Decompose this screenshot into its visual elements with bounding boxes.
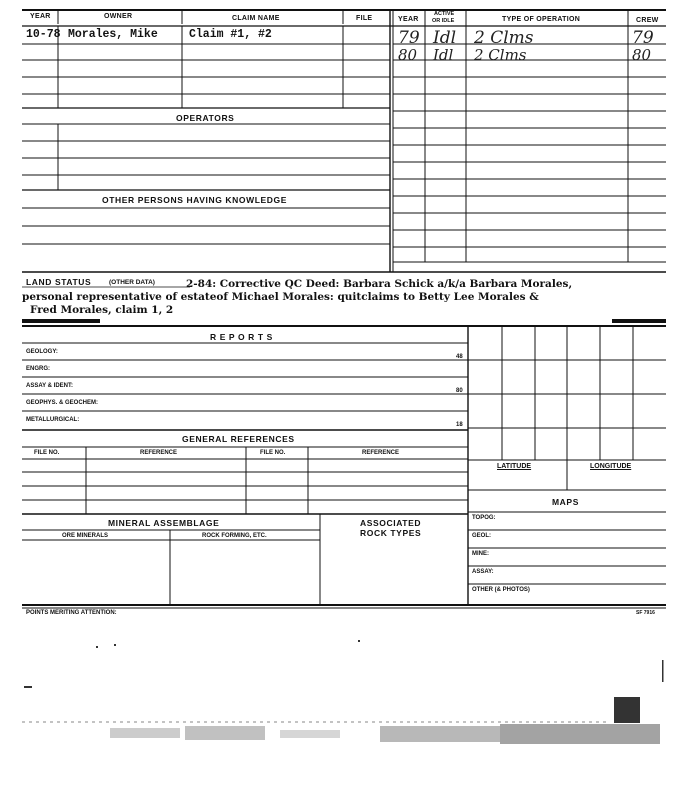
header-year: YEAR: [30, 13, 51, 20]
rock-forming-heading: ROCK FORMING, ETC.: [202, 533, 267, 539]
header-type-of-operation: TYPE OF OPERATION: [502, 16, 581, 23]
ref-header-reference: REFERENCE: [140, 450, 178, 456]
ref-header-file-no: FILE NO.: [260, 450, 286, 456]
header-file: FILE: [356, 15, 373, 22]
header-crew: CREW: [636, 17, 659, 24]
owner-year: 10-78: [26, 28, 61, 41]
other-persons-heading: OTHER PERSONS HAVING KNOWLEDGE: [102, 195, 288, 205]
map-item: MINE:: [472, 551, 489, 557]
operation-type: 2 Clms: [474, 28, 534, 48]
operators-heading: OPERATORS: [176, 113, 235, 123]
report-label: GEOPHYS. & GEOCHEM:: [26, 400, 99, 406]
operation-status: Idl: [433, 28, 457, 48]
report-code: 18: [456, 422, 463, 428]
general-references-heading: GENERAL REFERENCES: [182, 434, 295, 444]
maps-heading: MAPS: [552, 497, 579, 507]
form-number: SF 7916: [636, 610, 655, 616]
points-meriting-attention-label: POINTS MERITING ATTENTION:: [26, 610, 117, 616]
report-label: ASSAY & IDENT:: [26, 383, 74, 389]
operation-crew: 80: [632, 46, 652, 64]
longitude-label: LONGITUDE: [590, 463, 632, 470]
land-status-heading: LAND STATUS: [26, 277, 92, 287]
ref-header-file-no: FILE NO.: [34, 450, 60, 456]
header-claim-name: CLAIM NAME: [232, 15, 280, 22]
land-status-line: Fred Morales, claim 1, 2: [30, 304, 174, 316]
associated-heading: ASSOCIATED: [360, 518, 422, 528]
mineral-assemblage-heading: MINERAL ASSEMBLAGE: [108, 518, 220, 528]
ore-minerals-heading: ORE MINERALS: [62, 533, 109, 539]
map-item: ASSAY:: [472, 569, 494, 575]
operation-year: 80: [398, 46, 418, 64]
land-status-subheading: (OTHER DATA): [109, 279, 155, 286]
latitude-label: LATITUDE: [497, 463, 532, 470]
report-code: 48: [456, 354, 463, 360]
reports-heading: R E P O R T S: [210, 332, 273, 342]
operation-crew: 79: [632, 28, 654, 48]
operation-year: 79: [398, 28, 420, 48]
header-active: ACTIVE: [434, 11, 455, 17]
report-label: ENGRG:: [26, 366, 50, 372]
map-item: GEOL:: [472, 533, 491, 539]
map-item: TOPOG:: [472, 515, 496, 521]
land-status-line: personal representative of estateof Michael Morales: quitclaims to Betty Lee Morales &: [22, 291, 539, 303]
ref-header-reference: REFERENCE: [362, 450, 400, 456]
operation-type: 2 Clms: [474, 46, 527, 64]
map-item: OTHER (& PHOTOS): [472, 587, 530, 593]
header-year-2: YEAR: [398, 16, 419, 23]
header-or-idle: OR IDLE: [432, 18, 455, 24]
rock-types-heading: ROCK TYPES: [360, 528, 422, 538]
header-owner: OWNER: [104, 13, 133, 20]
report-label: METALLURGICAL:: [26, 417, 80, 423]
owner-name: Morales, Mike: [68, 28, 158, 41]
report-label: GEOLOGY:: [26, 349, 58, 355]
land-status-line: 2-84: Corrective QC Deed: Barbara Schick a/k/a Barbara Morales,: [186, 278, 573, 290]
operation-status: Idl: [433, 46, 454, 64]
report-code: 80: [456, 388, 463, 394]
owner-claim: Claim #1, #2: [189, 28, 272, 41]
